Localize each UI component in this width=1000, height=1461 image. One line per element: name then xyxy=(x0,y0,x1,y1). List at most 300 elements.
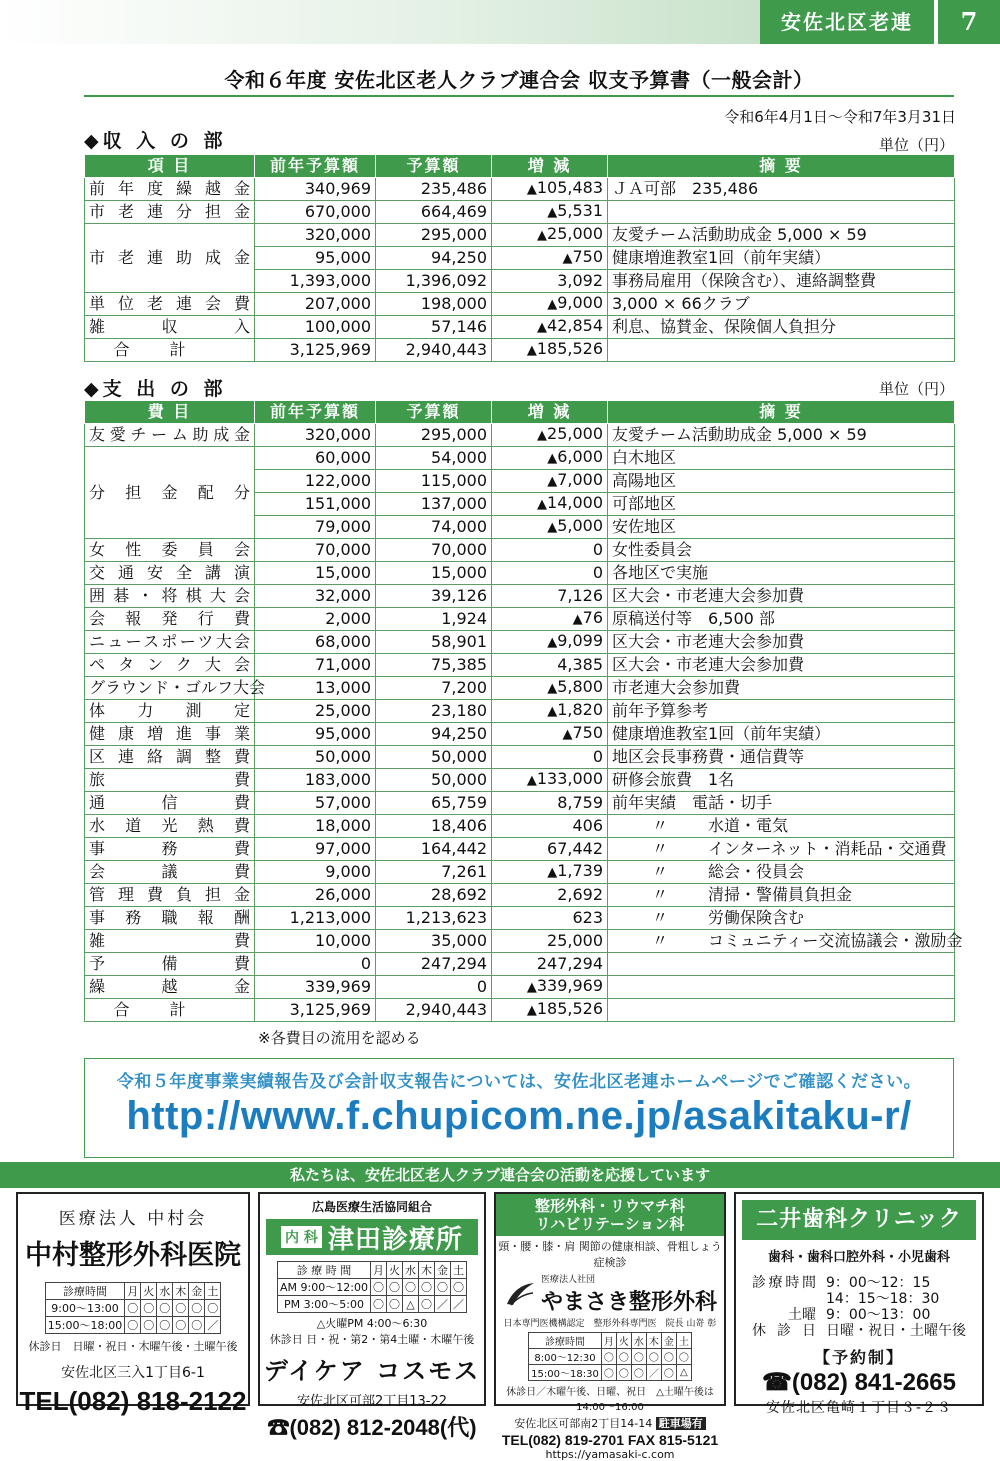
cell-note xyxy=(608,976,955,999)
table-row xyxy=(85,201,955,224)
ad-specialty-line: 整形外科・リウマチ科 xyxy=(534,1197,685,1215)
hours-cell: 〇 xyxy=(616,1365,631,1381)
hours-cell: 〇 xyxy=(601,1365,616,1381)
schedule-row xyxy=(752,1291,982,1307)
expense-heading: ◆支 出 の 部 xyxy=(84,378,227,400)
hours-cell: △ xyxy=(402,1296,418,1313)
schedule-label: 休診日 xyxy=(752,1323,816,1339)
cell-budget: 7,200 xyxy=(376,677,492,700)
note-text: 安佐地区 xyxy=(612,517,677,536)
diff-value: 25,000 xyxy=(547,224,603,243)
decrease-marker: ▲ xyxy=(547,635,558,650)
total-row xyxy=(85,339,955,362)
cell-budget: 58,901 xyxy=(376,631,492,654)
col-header-diff: 増 減 xyxy=(492,401,608,424)
note-text: 白木地区 xyxy=(612,448,677,467)
cell-item: 区連絡調整費 xyxy=(85,746,255,769)
cell-diff xyxy=(492,293,608,316)
cell-prev: 670,000 xyxy=(255,201,376,224)
cell-note xyxy=(608,493,955,516)
schedule-value: 日曜・祝日・土曜午後 xyxy=(826,1323,966,1339)
schedule xyxy=(752,1275,982,1339)
table-row xyxy=(85,585,955,608)
hours-cell: 〇 xyxy=(189,1317,205,1334)
cell-note xyxy=(608,792,955,815)
hours-table xyxy=(45,1282,221,1334)
col-header-note: 摘 要 xyxy=(608,155,955,178)
cell-budget: 137,000 xyxy=(376,493,492,516)
cell-prev: 340,969 xyxy=(255,178,376,201)
note-text: 水道・電気 xyxy=(708,816,789,835)
hours-header: 水 xyxy=(631,1333,646,1349)
ad-coop-name: 広島医療生活協同組合 xyxy=(311,1200,432,1214)
hours-cell: ／ xyxy=(434,1296,450,1313)
cell-diff xyxy=(492,677,608,700)
cell-diff xyxy=(492,585,608,608)
cell-prev: 68,000 xyxy=(255,631,376,654)
cell-prev: 26,000 xyxy=(255,884,376,907)
diff-value: 750 xyxy=(572,723,603,742)
cell-diff xyxy=(492,884,608,907)
total-row xyxy=(85,999,955,1022)
col-header-item: 費 目 xyxy=(85,401,255,424)
decrease-marker: ▲ xyxy=(572,612,583,627)
closed-days: 休診日 日・祝・第2・第4土曜・木曜午後 xyxy=(269,1333,475,1346)
diff-value: 0 xyxy=(592,747,603,766)
ad-website-link[interactable]: https://yamasaki-c.com xyxy=(545,1448,675,1461)
diff-value: 42,854 xyxy=(547,316,603,335)
diff-value: 2,692 xyxy=(557,885,603,904)
note-text: 各地区で実施 xyxy=(612,563,709,582)
cell-budget: 74,000 xyxy=(376,516,492,539)
cell-diff xyxy=(492,815,608,838)
cell-item: 市老連助成金 xyxy=(85,224,255,293)
cell-item: 分担金配分 xyxy=(85,447,255,539)
cell-prev: 13,000 xyxy=(255,677,376,700)
cell-budget: 54,000 xyxy=(376,447,492,470)
cell-budget: 2,940,443 xyxy=(376,339,492,362)
cell-note xyxy=(608,293,955,316)
decrease-marker: ▲ xyxy=(547,704,558,719)
header-gradient xyxy=(0,0,760,44)
hours-header: 木 xyxy=(646,1333,661,1349)
decrease-marker: ▲ xyxy=(547,520,558,535)
col-header-prev: 前年予算額 xyxy=(255,155,376,178)
hours-header: 月 xyxy=(370,1262,386,1279)
cell-note xyxy=(608,930,963,953)
ad-corp-name: 医療法人社団 xyxy=(540,1275,595,1285)
hours-cell: 〇 xyxy=(141,1317,157,1334)
table-row xyxy=(85,224,955,247)
cell-item: 市老連分担金 xyxy=(85,201,255,224)
cell-note xyxy=(608,270,955,293)
cell-note xyxy=(608,631,955,654)
cell-note xyxy=(608,585,955,608)
cell-note xyxy=(608,470,955,493)
diff-value: 4,385 xyxy=(557,655,603,674)
note-text: 前年予算参考 xyxy=(612,701,709,720)
income-unit: 単位（円） xyxy=(878,136,954,154)
ad-address: 安佐北区三入1丁目6-1 xyxy=(61,1365,205,1381)
decrease-marker: ▲ xyxy=(562,251,573,266)
hours-header: 金 xyxy=(434,1262,450,1279)
cell-diff xyxy=(492,976,608,999)
decrease-marker: ▲ xyxy=(526,343,537,358)
diff-value: 1,820 xyxy=(557,700,603,719)
diff-value: 14,000 xyxy=(547,493,603,512)
cell-prev: 320,000 xyxy=(255,424,376,447)
ad-yamasaki-clinic xyxy=(494,1192,726,1461)
cell-budget: 15,000 xyxy=(376,562,492,585)
income-header-row xyxy=(85,155,955,178)
cell-prev: 0 xyxy=(255,953,376,976)
table-row xyxy=(85,631,955,654)
table-row xyxy=(85,746,955,769)
cell-note xyxy=(608,746,955,769)
cell-diff xyxy=(492,201,608,224)
hours-header: 診療時間 xyxy=(45,1283,124,1300)
cell-prev: 32,000 xyxy=(255,585,376,608)
ditto-mark: 〃 xyxy=(651,816,668,835)
hours-cell: 15:00～18:30 xyxy=(529,1365,602,1381)
hours-cell: 〇 xyxy=(370,1296,386,1313)
cell-prev: 1,393,000 xyxy=(255,270,376,293)
diff-value: 9,099 xyxy=(557,631,603,650)
ad-phone: ☎(082) 812-2048(代) xyxy=(267,1415,477,1440)
cell-budget: 1,396,092 xyxy=(376,270,492,293)
hours-header: 金 xyxy=(189,1283,205,1300)
cell-item: 囲碁・将棋大会 xyxy=(85,585,255,608)
cell-prev: 50,000 xyxy=(255,746,376,769)
table-row xyxy=(85,861,955,884)
table-row xyxy=(85,884,955,907)
cell-diff xyxy=(492,178,608,201)
note-text: 友愛チーム活動助成金 5,000 × 59 xyxy=(612,425,867,444)
hours-cell: 〇 xyxy=(157,1317,173,1334)
cell-prev: 79,000 xyxy=(255,516,376,539)
cell-diff xyxy=(492,516,608,539)
cell-prev: 3,125,969 xyxy=(255,339,376,362)
cell-prev: 2,000 xyxy=(255,608,376,631)
hours-cell: △ xyxy=(676,1365,691,1381)
cell-note xyxy=(608,953,955,976)
schedule-label: 診療時間 xyxy=(752,1275,816,1291)
hours-cell: 〇 xyxy=(173,1300,189,1317)
hours-cell: ／ xyxy=(646,1365,661,1381)
table-row xyxy=(85,700,955,723)
cell-diff xyxy=(492,700,608,723)
table-row xyxy=(85,907,955,930)
ad-address: 安佐北区可部南2丁目14-14 xyxy=(514,1417,653,1430)
hours-cell: PM 3:00～5:00 xyxy=(278,1296,371,1313)
cell-note xyxy=(608,700,955,723)
table-row xyxy=(85,424,955,447)
cell-prev: 1,213,000 xyxy=(255,907,376,930)
cell-budget: 7,261 xyxy=(376,861,492,884)
cell-prev: 183,000 xyxy=(255,769,376,792)
hours-cell: 〇 xyxy=(418,1279,434,1296)
cell-prev: 25,000 xyxy=(255,700,376,723)
daycare-name: デイケア コスモス xyxy=(263,1357,481,1385)
cell-item: 体力測定 xyxy=(85,700,255,723)
hours-cell: AM 9:00～12:00 xyxy=(278,1279,371,1296)
table-row xyxy=(85,447,955,470)
homepage-url-link[interactable]: http://www.f.chupicom.ne.jp/asakitaku-r/ xyxy=(126,1094,912,1138)
note-text: 事務局雇用（保険含む）、連絡調整費 xyxy=(612,271,877,290)
cell-note xyxy=(608,424,955,447)
cell-diff xyxy=(492,930,608,953)
hours-cell: 15:00～18:00 xyxy=(45,1317,124,1334)
ad-nakamura-clinic xyxy=(16,1192,250,1416)
ad-address: 安佐北区可部2丁目13-22 xyxy=(296,1394,448,1409)
cell-budget: 50,000 xyxy=(376,746,492,769)
ad-certification: 日本専門医機構認定 整形外科専門医 院長 山嵜 彰 xyxy=(503,1319,717,1329)
cell-prev: 207,000 xyxy=(255,293,376,316)
cell-prev: 97,000 xyxy=(255,838,376,861)
cell-prev: 151,000 xyxy=(255,493,376,516)
diff-value: 67,442 xyxy=(547,839,603,858)
hours-cell: 〇 xyxy=(141,1300,157,1317)
cell-note xyxy=(608,316,955,339)
cell-note xyxy=(608,723,955,746)
decrease-marker: ▲ xyxy=(537,320,548,335)
decrease-marker: ▲ xyxy=(526,773,537,788)
cell-budget: 235,486 xyxy=(376,178,492,201)
ad-specialty-bar xyxy=(496,1194,724,1236)
closed-days: 休診日 日曜・祝日・木曜午後・土曜午後 xyxy=(28,1340,238,1353)
ditto-mark: 〃 xyxy=(651,908,668,927)
schedule-value: 9：00～13：00 xyxy=(826,1307,931,1323)
col-header-budget: 予算額 xyxy=(376,401,492,424)
ad-phone: TEL(082) 818-2122 xyxy=(19,1386,247,1416)
cell-item: ニュースポーツ大会 xyxy=(85,631,255,654)
cell-item: 管理費負担金 xyxy=(85,884,255,907)
hours-cell: 〇 xyxy=(601,1349,616,1365)
cell-item: 健康増進事業 xyxy=(85,723,255,746)
header-org-name: 安佐北区老連 xyxy=(760,0,934,44)
decrease-marker: ▲ xyxy=(562,727,573,742)
cell-note xyxy=(608,884,955,907)
cell-diff xyxy=(492,953,608,976)
decrease-marker: ▲ xyxy=(547,681,558,696)
cell-prev: 15,000 xyxy=(255,562,376,585)
cell-budget: 0 xyxy=(376,976,492,999)
table-row xyxy=(85,178,955,201)
cell-diff xyxy=(492,769,608,792)
diff-value: 7,000 xyxy=(557,470,603,489)
cell-note xyxy=(608,769,955,792)
support-banner: 私たちは、安佐北区老人クラブ連合会の活動を応援しています xyxy=(0,1162,1000,1188)
table-row xyxy=(85,316,955,339)
ad-clinic-name: やまさき整形外科 xyxy=(540,1290,717,1315)
decrease-marker: ▲ xyxy=(547,474,558,489)
title-underline xyxy=(84,95,954,97)
cell-note xyxy=(608,447,955,470)
expense-unit: 単位（円） xyxy=(878,380,954,398)
note-text: 健康増進教室1回（前年実績） xyxy=(612,724,831,743)
cell-total-label: 合計 xyxy=(85,339,255,362)
decrease-marker: ▲ xyxy=(537,497,548,512)
cell-item: 会議費 xyxy=(85,861,255,884)
ad-nii-dental xyxy=(734,1192,984,1416)
cell-budget: 39,126 xyxy=(376,585,492,608)
col-header-diff: 増 減 xyxy=(492,155,608,178)
cell-diff xyxy=(492,224,608,247)
diff-value: 25,000 xyxy=(547,424,603,443)
table-row xyxy=(85,953,955,976)
cell-diff xyxy=(492,723,608,746)
cell-item: ペタンク大会 xyxy=(85,654,255,677)
hours-cell: ／ xyxy=(205,1317,221,1334)
cell-budget: 164,442 xyxy=(376,838,492,861)
ad-corp-name: 医療法人 中村会 xyxy=(58,1209,208,1229)
decrease-marker: ▲ xyxy=(547,205,558,220)
cell-budget: 1,213,623 xyxy=(376,907,492,930)
hours-header: 火 xyxy=(616,1333,631,1349)
note-text: 地区会長事務費・通信費等 xyxy=(612,747,805,766)
ad-department: 内 科 xyxy=(281,1226,322,1248)
note-text: 市老連大会参加費 xyxy=(612,678,741,697)
cell-item: 会報発行費 xyxy=(85,608,255,631)
table-row xyxy=(85,654,955,677)
hours-header: 土 xyxy=(450,1262,466,1279)
diff-value: 133,000 xyxy=(536,769,603,788)
cell-budget: 35,000 xyxy=(376,930,492,953)
cell-item: グラウンド・ゴルフ大会 xyxy=(85,677,255,700)
ad-services: 頸・腰・膝・肩 関節の健康相談、骨粗しょう症検診 xyxy=(498,1240,722,1269)
cell-budget: 50,000 xyxy=(376,769,492,792)
notice-box xyxy=(84,1058,954,1158)
parking-badge: 駐車場有 xyxy=(656,1417,706,1430)
cell-prev: 100,000 xyxy=(255,316,376,339)
cell-item: 予備費 xyxy=(85,953,255,976)
note-text: 研修会旅費 1名 xyxy=(612,770,735,789)
note-text: 健康増進教室1回（前年実績） xyxy=(612,248,831,267)
ditto-mark: 〃 xyxy=(651,839,668,858)
note-text: 区大会・市老連大会参加費 xyxy=(612,632,805,651)
cell-diff xyxy=(492,316,608,339)
note-text: インターネット・消耗品・交通費 xyxy=(708,839,947,858)
cell-item: 女性委員会 xyxy=(85,539,255,562)
hours-cell: 〇 xyxy=(386,1279,402,1296)
note-text: 清掃・警備員負担金 xyxy=(708,885,853,904)
ad-departments: 歯科・歯科口腔外科・小児歯科 xyxy=(767,1250,950,1265)
table-row xyxy=(85,723,955,746)
ad-name-bar xyxy=(266,1219,478,1255)
col-header-prev: 前年予算額 xyxy=(255,401,376,424)
schedule-value: 9：00～12：15 xyxy=(826,1275,931,1291)
cell-diff xyxy=(492,907,608,930)
decrease-marker: ▲ xyxy=(526,182,537,197)
cell-note xyxy=(608,539,955,562)
notice-text: 令和５年度事業実績報告及び会計収支報告については、安佐北区老連ホームページでご確認ください。 xyxy=(116,1072,922,1092)
cell-note xyxy=(608,907,955,930)
cell-prev: 60,000 xyxy=(255,447,376,470)
cell-prev: 9,000 xyxy=(255,861,376,884)
diff-value: 76 xyxy=(582,608,603,627)
diff-value: 185,526 xyxy=(536,339,603,358)
diff-value: 25,000 xyxy=(547,931,603,950)
cell-note xyxy=(608,608,955,631)
diff-value: 9,000 xyxy=(557,293,603,312)
cell-note xyxy=(608,247,955,270)
cell-item: 旅費 xyxy=(85,769,255,792)
schedule-row xyxy=(752,1275,982,1291)
cell-diff xyxy=(492,999,608,1022)
schedule-row xyxy=(752,1323,982,1339)
col-header-note: 摘 要 xyxy=(608,401,955,424)
diff-value: 6,000 xyxy=(557,447,603,466)
hours-header: 木 xyxy=(418,1262,434,1279)
cell-budget: 1,924 xyxy=(376,608,492,631)
note-text: 高陽地区 xyxy=(612,471,677,490)
cell-budget: 94,250 xyxy=(376,247,492,270)
cell-diff xyxy=(492,470,608,493)
hours-header: 月 xyxy=(125,1283,141,1300)
cell-item: 前年度繰越金 xyxy=(85,178,255,201)
cell-prev: 70,000 xyxy=(255,539,376,562)
cell-budget: 247,294 xyxy=(376,953,492,976)
cell-budget: 75,385 xyxy=(376,654,492,677)
cell-budget: 57,146 xyxy=(376,316,492,339)
cell-prev: 18,000 xyxy=(255,815,376,838)
ad-address: 安佐北区亀崎１丁目３-２３ xyxy=(765,1400,953,1416)
cell-note xyxy=(608,838,955,861)
diff-value: 406 xyxy=(572,816,603,835)
income-table xyxy=(84,154,955,362)
cell-budget: 2,940,443 xyxy=(376,999,492,1022)
note-text: 原稿送付等 6,500 部 xyxy=(612,609,775,628)
income-heading: ◆収 入 の 部 xyxy=(84,130,227,152)
cell-total-label: 合計 xyxy=(85,999,255,1022)
hours-header: 土 xyxy=(205,1283,221,1300)
schedule-label: 土曜 xyxy=(788,1307,816,1323)
diff-value: 5,531 xyxy=(557,201,603,220)
hours-cell: 〇 xyxy=(157,1300,173,1317)
diff-value: 105,483 xyxy=(536,178,603,197)
note-text: 女性委員会 xyxy=(612,540,693,559)
cell-item: 事務職報酬 xyxy=(85,907,255,930)
diff-value: 1,739 xyxy=(557,861,603,880)
cell-budget: 115,000 xyxy=(376,470,492,493)
decrease-marker: ▲ xyxy=(526,1003,537,1018)
note-text: 3,000 × 66クラブ xyxy=(612,294,750,313)
note-text: 区大会・市老連大会参加費 xyxy=(612,586,805,605)
cell-prev: 339,969 xyxy=(255,976,376,999)
hours-cell: 〇 xyxy=(661,1365,676,1381)
ad-clinic-name: 中村整形外科医院 xyxy=(25,1240,241,1271)
header-band xyxy=(0,0,1000,44)
diff-value: 623 xyxy=(572,908,603,927)
cell-diff xyxy=(492,792,608,815)
schedule-row xyxy=(752,1307,982,1323)
diff-value: 750 xyxy=(572,247,603,266)
decrease-marker: ▲ xyxy=(537,228,548,243)
hours-header: 診療時間 xyxy=(529,1333,602,1349)
table-row xyxy=(85,838,955,861)
table-row xyxy=(85,930,955,953)
hours-cell: 〇 xyxy=(676,1349,691,1365)
cell-prev: 95,000 xyxy=(255,723,376,746)
cell-note xyxy=(608,815,955,838)
table-row xyxy=(85,792,955,815)
ad-clinic-name: 津田診療所 xyxy=(327,1224,463,1255)
hours-cell: 〇 xyxy=(386,1296,402,1313)
diff-value: 185,526 xyxy=(536,999,603,1018)
cell-diff xyxy=(492,631,608,654)
cell-note xyxy=(608,339,955,362)
diff-value: 5,000 xyxy=(557,516,603,535)
